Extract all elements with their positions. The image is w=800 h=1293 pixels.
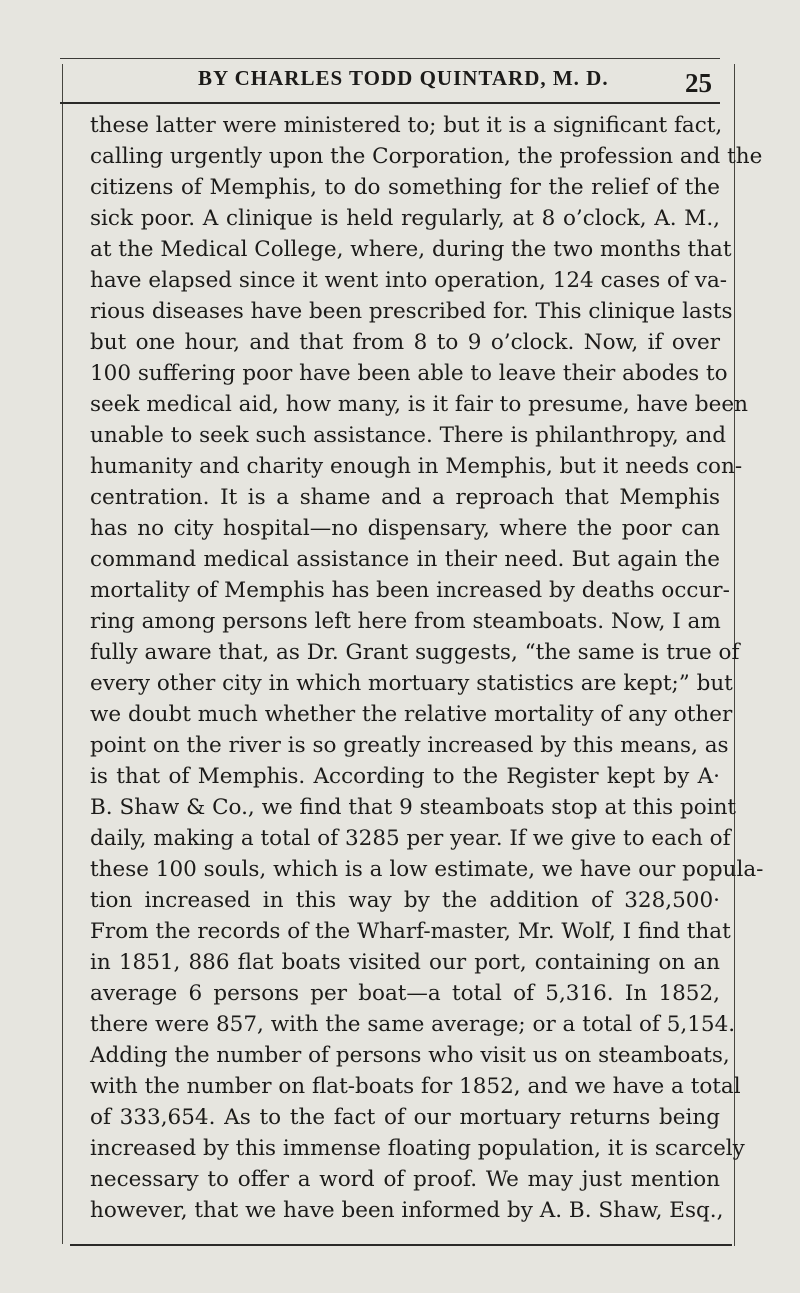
text-line: of 333,654. As to the fact of our mortuary returns being <box>90 1105 720 1130</box>
text-line: increased by this immense floating population, it is scarcely <box>90 1136 745 1161</box>
text-line: ring among persons left here from steamboats. Now, I am <box>90 609 721 634</box>
text-line: mortality of Memphis has been increased by deaths occur- <box>90 578 730 603</box>
text-line: have elapsed since it went into operation, 124 cases of va- <box>90 268 728 293</box>
text-line: B. Shaw & Co., we find that 9 steamboats stop at this point <box>90 795 737 820</box>
text-line: however, that we have been informed by A. B. Shaw, Esq., <box>90 1198 724 1223</box>
text-line: daily, making a total of 3285 per year. If we give to each of <box>90 826 731 851</box>
text-line: but one hour, and that from 8 to 9 o’clock. Now, if over <box>90 330 720 355</box>
text-line: necessary to offer a word of proof. We may just mention <box>90 1167 720 1192</box>
text-line: 100 suffering poor have been able to leave their abodes to <box>90 361 728 386</box>
text-line: every other city in which mortuary statistics are kept;” but <box>90 671 733 696</box>
running-title: BY CHARLES TODD QUINTARD, M. D. <box>198 66 609 90</box>
text-line: From the records of the Wharf-master, Mr. Wolf, I find that <box>90 919 731 944</box>
text-line: these latter were ministered to; but it is a significant fact, <box>90 113 723 138</box>
left-border-rule <box>62 64 63 1244</box>
text-line: citizens of Memphis, to do something for the relief of the <box>90 175 720 200</box>
text-line: fully aware that, as Dr. Grant suggests, “the same is true of <box>90 640 740 665</box>
text-line: we doubt much whether the relative mortality of any other <box>90 702 733 727</box>
text-line: there were 857, with the same average; or a total of 5,154. <box>90 1012 736 1037</box>
text-line: point on the river is so greatly increased by this means, as <box>90 733 729 758</box>
text-line: command medical assistance in their need. But again the <box>90 547 720 572</box>
text-line: Adding the number of persons who visit us on steamboats, <box>90 1043 730 1068</box>
top-rule <box>60 58 720 59</box>
text-line: is that of Memphis. According to the Register kept by A· <box>90 764 720 789</box>
text-line: at the Medical College, where, during the two months that <box>90 237 732 262</box>
text-line: centration. It is a shame and a reproach that Memphis <box>90 485 720 510</box>
text-line: in 1851, 886 flat boats visited our port, containing on an <box>90 950 720 975</box>
body-paragraph <box>90 110 764 1226</box>
page-number: 25 <box>685 68 712 98</box>
text-line: has no city hospital—no dispensary, where the poor can <box>90 516 720 541</box>
header-rule <box>60 102 720 104</box>
bottom-rule <box>70 1244 732 1246</box>
text-line: sick poor. A clinique is held regularly, at 8 o’clock, A. M., <box>90 206 720 231</box>
text-line: these 100 souls, which is a low estimate, we have our popula- <box>90 857 764 882</box>
text-line: humanity and charity enough in Memphis, but it needs con- <box>90 454 743 479</box>
text-line: with the number on flat-boats for 1852, and we have a total <box>90 1074 741 1099</box>
text-line: seek medical aid, how many, is it fair to presume, have been <box>90 392 748 417</box>
text-line: calling urgently upon the Corporation, the profession and the <box>90 144 763 169</box>
running-head <box>150 66 710 100</box>
text-line: tion increased in this way by the addition of 328,500· <box>90 888 720 913</box>
text-line: rious diseases have been prescribed for. This clinique lasts <box>90 299 733 324</box>
text-line: average 6 persons per boat—a total of 5,316. In 1852, <box>90 981 720 1006</box>
text-line: unable to seek such assistance. There is philanthropy, and <box>90 423 726 448</box>
